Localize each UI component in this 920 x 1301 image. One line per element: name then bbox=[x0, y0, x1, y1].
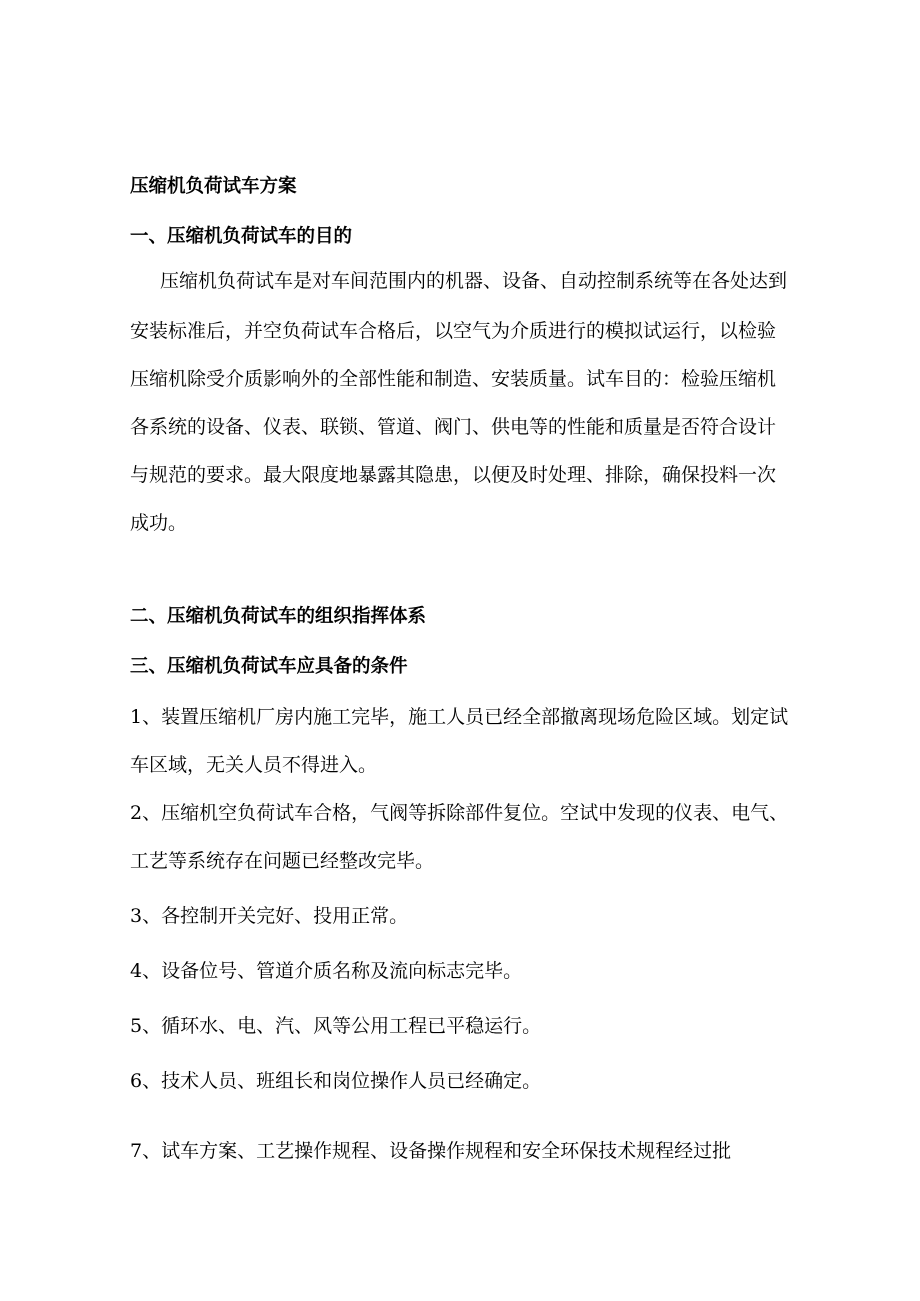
section-1-paragraph-line: 压缩机负荷试车是对车间范围内的机器、设备、自动控制系统等在各处达到 bbox=[160, 270, 788, 292]
condition-item-line: 1、装置压缩机厂房内施工完毕，施工人员已经全部撤离现场危险区域。划定试 bbox=[130, 706, 789, 728]
document-title: 压缩机负荷试车方案 bbox=[130, 176, 297, 197]
section-2-heading: 二、压缩机负荷试车的组织指挥体系 bbox=[130, 606, 427, 627]
condition-item-line: 工艺等系统存在问题已经整改完毕。 bbox=[130, 850, 435, 872]
section-1-paragraph-line: 与规范的要求。最大限度地暴露其隐患，以便及时处理、排除，确保投料一次 bbox=[130, 464, 777, 486]
section-1-paragraph-line: 各系统的设备、仪表、联锁、管道、阀门、供电等的性能和质量是否符合设计 bbox=[130, 416, 777, 438]
section-1-paragraph-line: 成功。 bbox=[130, 512, 188, 534]
condition-item-line: 5、循环水、电、汽、风等公用工程已平稳运行。 bbox=[130, 1015, 542, 1037]
section-1-heading: 一、压缩机负荷试车的目的 bbox=[130, 226, 353, 247]
condition-item-line: 6、技术人员、班组长和岗位操作人员已经确定。 bbox=[130, 1070, 542, 1092]
condition-item-line: 4、设备位号、管道介质名称及流向标志完毕。 bbox=[130, 960, 523, 982]
section-1-paragraph-line: 压缩机除受介质影响外的全部性能和制造、安装质量。试车目的：检验压缩机 bbox=[130, 368, 777, 390]
condition-item-line: 2、压缩机空负荷试车合格，气阀等拆除部件复位。空试中发现的仪表、电气、 bbox=[130, 802, 789, 824]
section-1-paragraph-line: 安装标准后，并空负荷试车合格后，以空气为介质进行的模拟试运行，以检验 bbox=[130, 320, 777, 342]
section-3-heading: 三、压缩机负荷试车应具备的条件 bbox=[130, 656, 408, 677]
condition-item-line: 3、各控制开关完好、投用正常。 bbox=[130, 905, 409, 927]
condition-item-line: 7、试车方案、工艺操作规程、设备操作规程和安全环保技术规程经过批 bbox=[130, 1140, 732, 1162]
condition-item-line: 车区域，无关人员不得进入。 bbox=[130, 754, 378, 776]
